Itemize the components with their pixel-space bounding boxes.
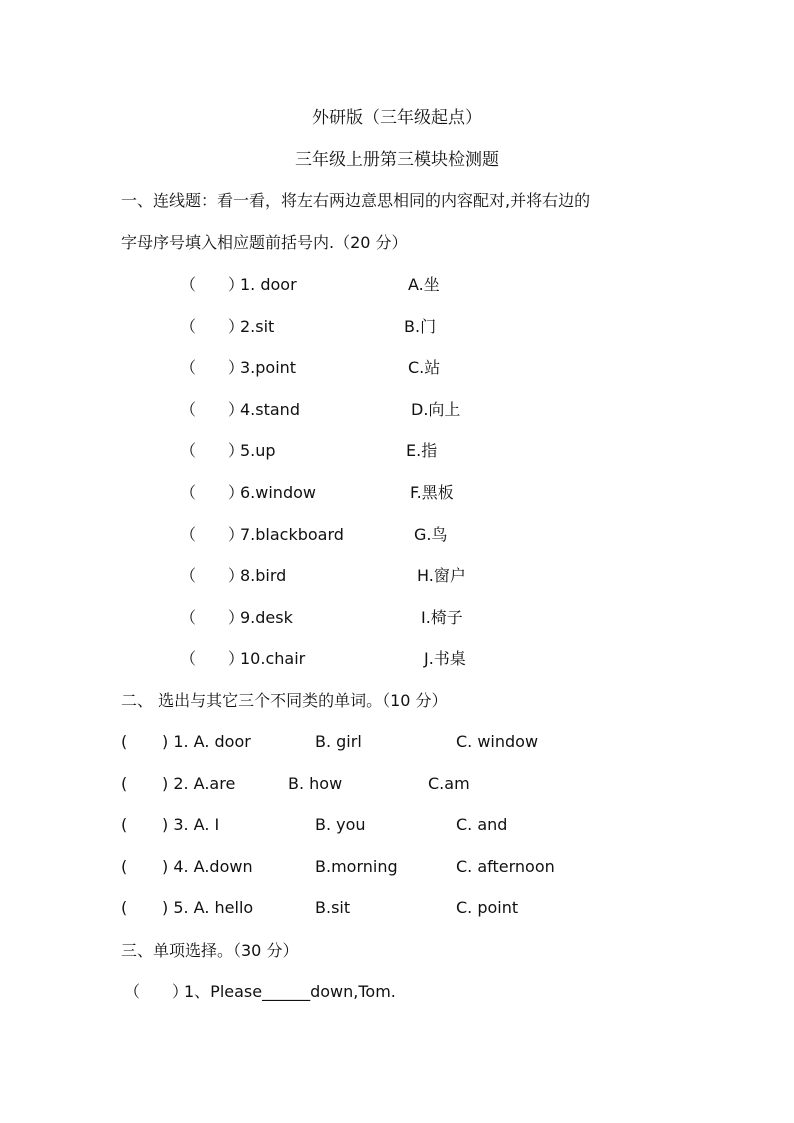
option-c: C.am xyxy=(428,774,470,793)
option-b: B. you xyxy=(315,815,366,834)
chinese-meaning: J.书桌 xyxy=(424,649,466,668)
document-subtitle: 三年级上册第三模块检测题 xyxy=(295,150,499,170)
answer-bracket[interactable]: （ ） xyxy=(180,649,245,668)
document-title: 外研版（三年级起点） xyxy=(312,108,482,128)
option-c: C. afternoon xyxy=(456,857,555,876)
answer-bracket[interactable]: （ ） xyxy=(180,400,245,419)
option-c: C. window xyxy=(456,732,539,751)
english-word: 6.window xyxy=(240,483,316,502)
english-word: 5.up xyxy=(240,441,276,460)
section1-heading-line2: 字母序号填入相应题前括号内.（20 分） xyxy=(121,233,408,252)
chinese-meaning: A.坐 xyxy=(408,275,440,294)
english-word: 10.chair xyxy=(240,649,306,668)
option-c: C. and xyxy=(456,815,508,834)
chinese-meaning: G.鸟 xyxy=(414,525,448,544)
option-b: B. how xyxy=(288,774,343,793)
option-b: B. girl xyxy=(315,732,362,751)
english-word: 7.blackboard xyxy=(240,525,344,544)
answer-bracket[interactable]: （ ） xyxy=(180,358,245,377)
answer-bracket[interactable]: （ ） xyxy=(180,317,245,336)
answer-bracket-open[interactable]: ( xyxy=(121,898,128,917)
english-word: 1. door xyxy=(240,275,297,294)
chinese-meaning: F.黑板 xyxy=(410,483,454,502)
option-b: B.sit xyxy=(315,898,351,917)
chinese-meaning: D.向上 xyxy=(411,400,461,419)
option-a: ) 5. A. hello xyxy=(162,898,254,917)
answer-bracket[interactable]: （ ） xyxy=(180,608,245,627)
section1-heading-line1: 一、连线题：看一看，将左右两边意思相同的内容配对,并将右边的 xyxy=(121,191,591,210)
section2-heading: 二、 选出与其它三个不同类的单词。（10 分） xyxy=(121,691,448,710)
answer-bracket-open[interactable]: ( xyxy=(121,815,128,834)
answer-bracket[interactable]: （ ） xyxy=(180,275,245,294)
option-c: C. point xyxy=(456,898,519,917)
answer-bracket-open[interactable]: ( xyxy=(121,732,128,751)
english-word: 8.bird xyxy=(240,566,287,585)
option-a: ) 4. A.down xyxy=(162,857,253,876)
option-a: ) 2. A.are xyxy=(162,774,236,793)
option-a: ) 3. A. I xyxy=(162,815,220,834)
option-b: B.morning xyxy=(315,857,398,876)
chinese-meaning: H.窗户 xyxy=(417,566,466,585)
section3-heading: 三、单项选择。（30 分） xyxy=(121,941,299,960)
chinese-meaning: C.站 xyxy=(408,358,441,377)
answer-bracket[interactable]: （ ） xyxy=(180,441,245,460)
answer-bracket[interactable]: （ ） xyxy=(180,483,245,502)
english-word: 2.sit xyxy=(240,317,275,336)
answer-bracket[interactable]: （ ） xyxy=(180,525,245,544)
chinese-meaning: I.椅子 xyxy=(421,608,463,627)
answer-bracket[interactable]: （ ） xyxy=(124,982,189,1001)
answer-bracket-open[interactable]: ( xyxy=(121,857,128,876)
option-a: ) 1. A. door xyxy=(162,732,251,751)
english-word: 9.desk xyxy=(240,608,293,627)
answer-bracket-open[interactable]: ( xyxy=(121,774,128,793)
english-word: 4.stand xyxy=(240,400,300,419)
answer-bracket[interactable]: （ ） xyxy=(180,566,245,585)
chinese-meaning: E.指 xyxy=(406,441,438,460)
chinese-meaning: B.门 xyxy=(404,317,437,336)
question-text: 1、Please______down,Tom. xyxy=(184,982,396,1001)
english-word: 3.point xyxy=(240,358,297,377)
